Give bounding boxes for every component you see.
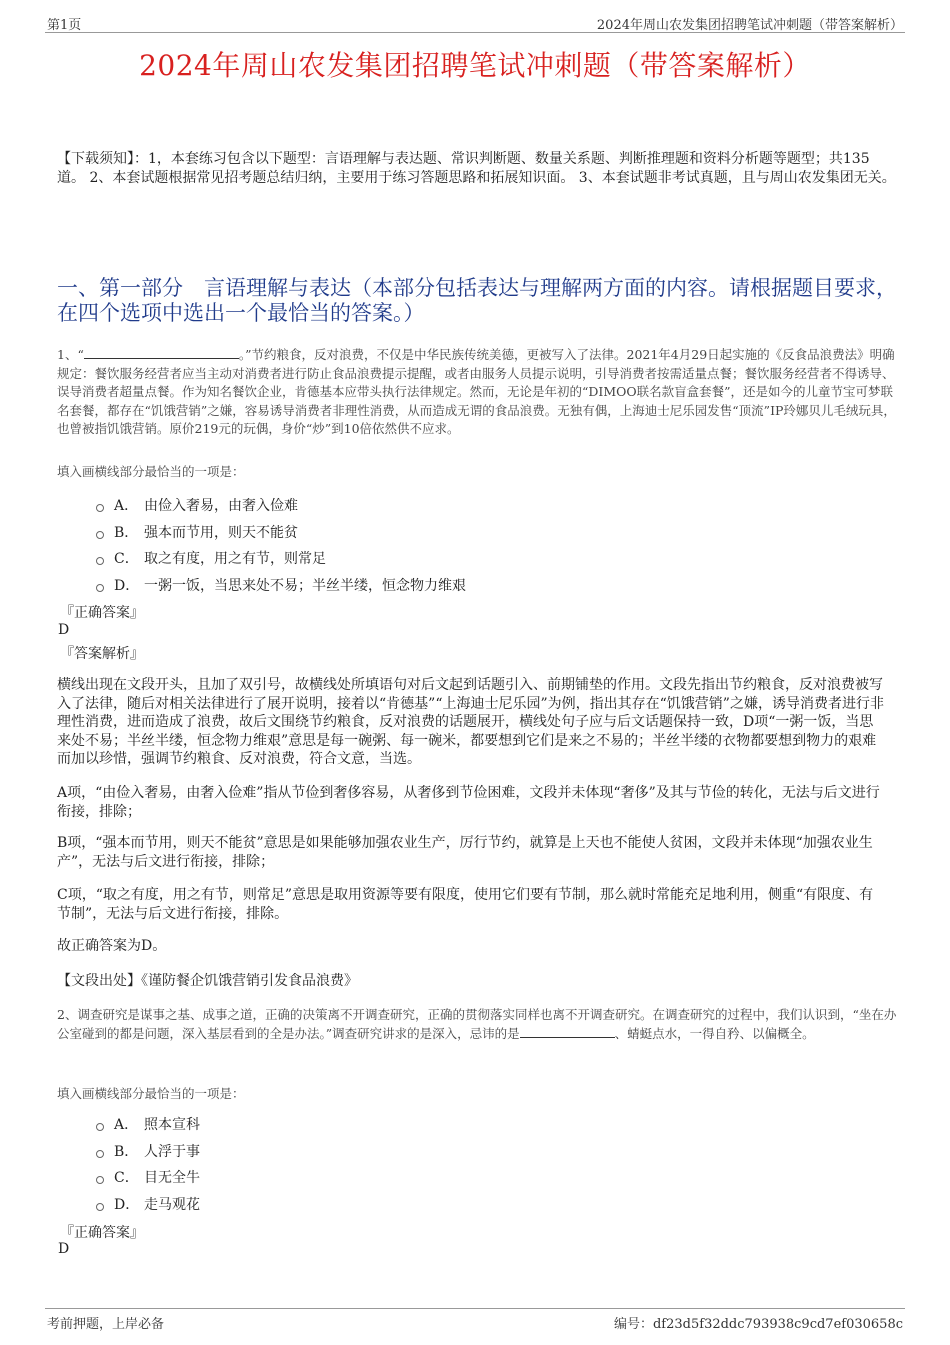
- page-number: 第1页: [47, 18, 82, 33]
- radio-icon[interactable]: [96, 1150, 104, 1158]
- analysis-paragraph: B项，“强本而节用，则天不能贫”意思是如果能够加强农业生产，厉行节约，就算是上天也不能使人贫困，文段并未体现“加强农业生产”，无法与后文进行衔接，排除；: [57, 835, 873, 870]
- question-1-prompt: 填入画横线部分最恰当的一项是：: [57, 464, 245, 479]
- footer-slogan: 考前押题，上岸必备: [47, 1317, 165, 1332]
- analysis-paragraph: 横线出现在文段开头，且加了双引号，故横线处所填语句对后文起到话题引入、前期铺垫的作用。文段先指出节约粮食，反对浪费被写入了法律，随后对相关法律进行了展开说明，接着以“肯德基”“上海迪士尼乐园”为例，指出其存在“饥饿营销”之嫌，诱导消费者进行非理性消费，进而造成了浪费，故后文围绕节约粮食，反对浪费的话题展开，横线处句子应与后文话题保持一致，D项“一粥一饭，当思来处不易；半丝半缕，恒念物力维艰”意思是每一碗粥、每一碗米，都要想到它们是来之不易的；半丝半缕的衣物都要想到物力的艰难而加以珍惜，强调节约粮食、反对浪费，符合文意，当选。: [57, 677, 884, 767]
- source-citation: 【文段出处】《谨防餐企饥饿营销引发食品浪费》: [57, 973, 358, 989]
- option-c[interactable]: C． 取之有度，用之有节，则常足: [96, 545, 466, 572]
- radio-icon[interactable]: [96, 504, 104, 512]
- question-1-stem: 1、“ 。”节约粮食，反对浪费，不仅是中华民族传统美德，更被写入了法律。2021年4月29日起实施的《反食品浪费法》明确规定：餐饮服务经营者应当主动对消费者进行防止食品浪费提示提醒，或者由服务人员提示说明，引导消费者按需适量点餐；餐饮服务经营者不得诱导、误导消费者超量点餐。作为知名餐饮企业，肯德基本应带头执行法律规定。然而，无论是年初的“DIMOO联名款盲盒套餐”，还是如今的儿童节宝可梦联名套餐，都存在“饥饿营销”之嫌，容易诱导消费者非理性消费，从而造成无谓的食品浪费。无独有偶，上海迪士尼乐园发售“顶流”IP玲娜贝儿毛绒玩具，也曾被指饥饿营销。原价219元的玩偶，身价“炒”到10倍依然供不应求。: [57, 347, 896, 436]
- question-2-options: [96, 1111, 200, 1217]
- radio-icon[interactable]: [96, 557, 104, 565]
- header-divider: [45, 32, 905, 33]
- download-notice: 【下载须知】：1，本套练习包含以下题型：言语理解与表达题、常识判断题、数量关系题、判断推理题和资料分析题等题型；共135道。 2、本套试题根据常见招考题总结归纳，主要用于练习答题思路和拓展知识面。 3、本套试题非考试真题，且与周山农发集团无关。: [57, 151, 896, 186]
- option-d[interactable]: D． 走马观花: [96, 1191, 200, 1218]
- radio-icon[interactable]: [96, 1123, 104, 1131]
- option-b[interactable]: B． 人浮于事: [96, 1138, 200, 1165]
- answer-blank: [520, 1025, 615, 1038]
- radio-icon[interactable]: [96, 531, 104, 539]
- option-b[interactable]: B． 强本而节用，则天不能贫: [96, 519, 466, 546]
- option-d[interactable]: D． 一粥一饭，当思来处不易；半丝半缕，恒念物力维艰: [96, 572, 466, 599]
- correct-answer-label: 『正确答案』: [60, 605, 144, 621]
- question-1-options: [96, 492, 466, 598]
- section-title: 一、第一部分 言语理解与表达（本部分包括表达与理解两方面的内容。请根据题目要求，在四个选项中选出一个最恰当的答案。）: [57, 276, 897, 325]
- radio-icon[interactable]: [96, 1203, 104, 1211]
- correct-answer: D: [58, 1241, 70, 1257]
- document-id: 编号：df23d5f32ddc793938c9cd7ef030658c: [613, 1317, 903, 1332]
- question-2-prompt: 填入画横线部分最恰当的一项是：: [57, 1086, 245, 1101]
- footer-divider: [45, 1308, 905, 1309]
- question-2-stem: 2、调查研究是谋事之基、成事之道，正确的决策离不开调查研究，正确的贯彻落实同样也离不开调查研究。在调查研究的过程中，我们认识到，“坐在办公室碰到的都是问题，深入基层看到的全是办法。”调查研究讲求的是深入，忌讳的是 、蜻蜓点水，一得自矜、以偏概全。: [57, 1007, 897, 1041]
- radio-icon[interactable]: [96, 1176, 104, 1184]
- analysis-conclusion: 故正确答案为D。: [57, 938, 167, 954]
- option-a[interactable]: A． 照本宣科: [96, 1111, 200, 1138]
- running-title: 2024年周山农发集团招聘笔试冲刺题（带答案解析）: [596, 18, 903, 33]
- analysis-label: 『答案解析』: [60, 646, 144, 662]
- answer-blank: [84, 346, 239, 359]
- correct-answer-label: 『正确答案』: [60, 1225, 144, 1241]
- option-a[interactable]: A． 由俭入奢易，由奢入俭难: [96, 492, 466, 519]
- analysis-paragraph: C项，“取之有度，用之有节，则常足”意思是取用资源等要有限度，使用它们要有节制，那么就时常能充足地利用，侧重“有限度、有节制”，无法与后文进行衔接，排除。: [57, 887, 874, 922]
- document-title: 2024年周山农发集团招聘笔试冲刺题（带答案解析）: [139, 49, 811, 82]
- analysis-paragraph: A项，“由俭入奢易，由奢入俭难”指从节俭到奢侈容易，从奢侈到节俭困难，文段并未体现“奢侈”及其与节俭的转化，无法与后文进行衔接，排除；: [57, 785, 880, 820]
- option-c[interactable]: C． 目无全牛: [96, 1164, 200, 1191]
- correct-answer: D: [58, 622, 70, 638]
- radio-icon[interactable]: [96, 584, 104, 592]
